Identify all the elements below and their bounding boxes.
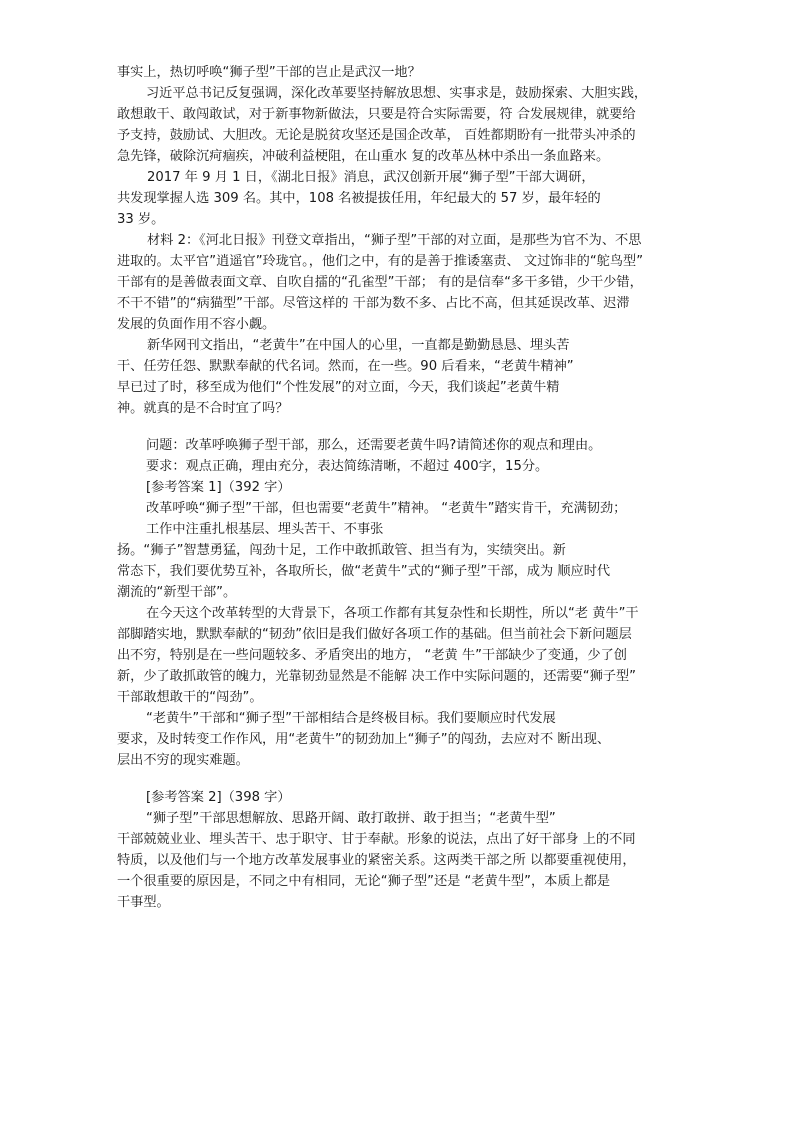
text-line: 改革呼唤“狮子型”干部，但也需要“老黄牛”精神。 “老黄牛”踏实肯干，充满韧劲； [146, 501, 627, 516]
text-line: 进取的。太平官”逍遥官”玲珑官。，他们之中，有的是善于推诿塞责、 文过饰非的“鸵鸟型” [117, 254, 644, 269]
text-line: 出不穷，特别是在一些问题较多、矛盾突出的地方， “老黄 牛”干部缺少了变通，少了创 [117, 648, 627, 663]
text-line: 神。就真的是不合时宜了吗？ [117, 401, 289, 416]
text-line: 常态下，我们要优势互补，各取所长，做“老黄牛”式的“狮子型”干部，成为 顺应时代 [117, 564, 611, 579]
text-line: 一个很重要的原因是，不同之中有相同，无论“狮子型”还是 “老黄牛型”，本质上都是 [117, 874, 611, 889]
text-line: 干部兢兢业业、埋头苦干、忠于职守、甘于奉献。形象的说法，点出了好干部身 上的不同 [117, 832, 636, 847]
text-line: 在今天这个改革转型的大背景下，各项工作都有其复杂性和长期性，所以“老 黄牛”干 [146, 606, 639, 621]
question-line: 问题：改革呼唤狮子型干部，那么，还需要老黄牛吗?请简述你的观点和理由。 [146, 438, 602, 453]
text-line: 材料 2：《河北日报》刊登文章指出，“狮子型”干部的对立面，是那些为官不为、不思 [147, 233, 642, 248]
text-line: 干部敢想敢干的“闯劲”。 [117, 690, 263, 705]
answer-heading: [参考答案 2]（398 字） [146, 790, 291, 805]
text-line: 干事型。 [117, 895, 170, 910]
text-line: 早已过了时，移至成为他们“个性发展”的对立面，今天，我们谈起”老黄牛精 [117, 380, 560, 395]
text-line: 事实上，热切呼唤“狮子型”干部的岂止是武汉一地？ [117, 65, 421, 80]
text-line: 不干不错”的“病猫型”干部。尽管这样的 干部为数不多、占比不高，但其延误改革、迟滞 [117, 296, 630, 311]
text-line: 层出不穷的现实难题。 [117, 753, 249, 768]
text-line: 干、任劳任怨、默默奉献的代名词。然而，在一些。90 后看来，“老黄牛精神” [117, 359, 574, 374]
text-line: 急先锋，破除沉疴痼疾，冲破利益梗阻，在山重水 复的改革丛林中杀出一条血路来。 [117, 149, 610, 164]
text-line: 工作中注重扎根基层、埋头苦干、不事张 [146, 522, 384, 537]
text-line: 共发现掌握人选 309 名。其中，108 名被提拔任用，年纪最大的 57 岁，最年轻的 [117, 191, 601, 206]
text-line: 2017 年 9 月 1 日，《湖北日报》消息，武汉创新开展“狮子型”干部大调研， [147, 170, 595, 185]
text-line: 特质，以及他们与一个地方改革发展事业的紧密关系。这两类干部之所 以都要重视使用， [117, 853, 636, 868]
text-line: 部脚踏实地，默默奉献的“韧劲”依旧是我们做好各项工作的基础。但当前社会下新问题层 [117, 627, 632, 642]
answer-heading: [参考答案 1]（392 字） [146, 480, 291, 495]
text-line: 扬。“狮子”智慧勇猛，闯劲十足，工作中敢抓敢管、担当有为，实绩突出。新 [117, 543, 566, 558]
text-line: 发展的负面作用不容小觑。 [117, 317, 276, 332]
text-line: 习近平总书记反复强调，深化改革要坚持解放思想、实事求是，鼓励探索、大胆实践， [146, 86, 648, 101]
text-line: 干部有的是善做表面文章、自吹自擂的“孔雀型”干部； 有的是信奉“多干多错，少干少错， [117, 275, 643, 290]
text-line: 33 岁。 [117, 212, 165, 227]
text-line: 要求，及时转变工作作风，用“老黄牛”的韧劲加上“狮子”的闯劲，去应对不 断出现、 [117, 732, 611, 747]
text-line: 新华网刊文指出，“老黄牛”在中国人的心里，一直都是勤勤恳恳、埋头苦 [147, 338, 570, 353]
text-line: 敢想敢干、敢闯敢试，对于新事物新做法，只要是符合实际需要，符 合发展规律，就要给 [117, 107, 636, 122]
requirement-line: 要求：观点正确，理由充分，表达简练清晰，不超过 400字，15分。 [146, 459, 549, 474]
text-line: “老黄牛”干部和“狮子型”干部相结合是终极目标。我们要顺应时代发展 [146, 711, 556, 726]
text-line: “狮子型”干部思想解放、思路开阔、敢打敢拼、敢于担当；“老黄牛型” [146, 811, 556, 826]
text-line: 予支持，鼓励试、大胆改。无论是脱贫攻坚还是国企改革， 百姓都期盼有一批带头冲杀的 [117, 128, 636, 143]
text-line: 新，少了敢抓敢管的魄力，光靠韧劲显然是不能解 决工作中实际问题的，还需要“狮子型” [117, 669, 636, 684]
text-line: 潮流的“新型干部”。 [117, 585, 237, 600]
